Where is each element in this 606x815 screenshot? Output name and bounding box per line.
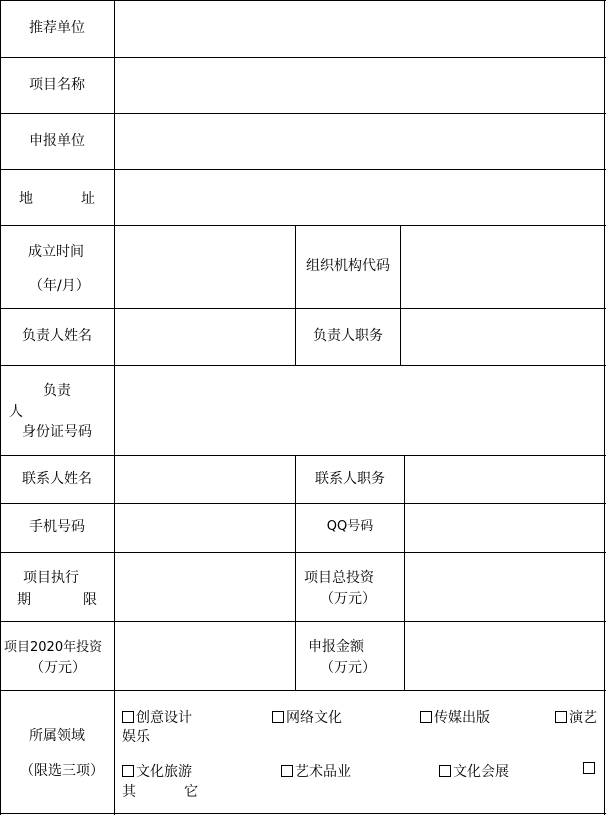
established-field[interactable]: [115, 226, 295, 308]
checkbox-icon[interactable]: [439, 765, 451, 777]
domain-option-creative-design[interactable]: [122, 707, 192, 727]
qq-label: [296, 503, 404, 552]
domain-option-other[interactable]: [583, 761, 597, 777]
domain-option-entertainment-wrap: [122, 726, 150, 746]
domain-option-label: 文化旅游: [136, 764, 192, 780]
project-name-field[interactable]: [115, 58, 604, 113]
apply-unit-label: [0, 113, 114, 169]
period-text-2b: 限: [83, 592, 97, 608]
mobile-field[interactable]: [115, 504, 295, 552]
leader-id-text-3: 身份证号码: [22, 424, 92, 440]
checkbox-icon[interactable]: [281, 765, 293, 777]
recommend-unit-text: 推荐单位: [29, 20, 85, 37]
mobile-text: 手机号码: [29, 519, 85, 536]
project-name-label: [0, 57, 114, 113]
invest2020-text-2: （万元）: [30, 660, 86, 676]
domain-option-label: 其: [122, 784, 136, 800]
checkbox-icon[interactable]: [122, 711, 134, 723]
domain-option-label: 演艺: [569, 710, 597, 726]
leader-title-label: [296, 308, 400, 365]
invest2020-text-1: 项目2020年投资: [4, 640, 103, 655]
recommend-unit-label: [0, 0, 114, 57]
domain-option-cultural-exhibition[interactable]: [439, 761, 509, 781]
leader-id-text-2: 人: [9, 404, 23, 420]
total-invest-text-2: （万元）: [320, 591, 376, 607]
invest2020-field[interactable]: [115, 622, 295, 690]
recommend-unit-field[interactable]: [115, 1, 604, 57]
org-code-field[interactable]: [401, 226, 604, 308]
checkbox-icon[interactable]: [122, 765, 134, 777]
rule: [604, 0, 605, 815]
rule: [0, 813, 606, 814]
checkbox-icon[interactable]: [420, 711, 432, 723]
org-code-label: [296, 225, 400, 308]
leader-name-label: [0, 308, 114, 365]
domain-options: [115, 691, 604, 813]
domain-option-media-publishing[interactable]: [420, 707, 490, 727]
leader-name-text: 负责人姓名: [22, 328, 92, 345]
period-text-1: 项目执行: [23, 570, 79, 586]
period-label: [0, 552, 114, 621]
total-invest-label: [296, 552, 404, 621]
contact-name-field[interactable]: [115, 456, 295, 503]
apply-amount-text-1: 申报金额: [308, 639, 364, 655]
established-text-1: 成立时间: [28, 244, 84, 260]
domain-option-label: 它: [184, 784, 198, 800]
domain-option-label: 艺术品业: [295, 764, 351, 780]
domain-option-other-label-1: [122, 781, 136, 801]
domain-text-2: （限选三项）: [20, 763, 104, 779]
checkbox-icon[interactable]: [583, 762, 595, 774]
leader-id-text-1: 负责: [43, 383, 71, 399]
domain-text-1: 所属领域: [29, 728, 85, 744]
contact-title-text: 联系人职务: [315, 470, 385, 487]
checkbox-icon[interactable]: [555, 711, 567, 723]
domain-option-culture-tourism[interactable]: [122, 761, 192, 781]
domain-option-other-label-2: [184, 781, 198, 801]
domain-option-art-products[interactable]: [281, 761, 351, 781]
domain-option-label: 网络文化: [286, 710, 342, 726]
contact-name-text: 联系人姓名: [22, 470, 92, 487]
apply-amount-field[interactable]: [405, 622, 604, 690]
address-text-1: 地: [19, 191, 33, 207]
leader-title-field[interactable]: [401, 309, 604, 365]
checkbox-icon[interactable]: [272, 711, 284, 723]
domain-option-label: 文化会展: [453, 764, 509, 780]
org-code-text: 组织机构代码: [306, 258, 390, 275]
contact-title-label: [296, 455, 404, 503]
total-invest-text-1: 项目总投资: [304, 570, 374, 586]
established-label: [0, 225, 114, 308]
total-invest-field[interactable]: [405, 553, 604, 621]
apply-unit-field[interactable]: [115, 114, 604, 169]
domain-label: [0, 690, 114, 813]
period-text-2a: 期: [17, 592, 31, 608]
address-text-2: 址: [81, 191, 95, 207]
qq-text: QQ号码: [326, 519, 374, 535]
contact-title-field[interactable]: [405, 456, 604, 503]
mobile-label: [0, 503, 114, 552]
apply-unit-text: 申报单位: [29, 132, 85, 149]
established-text-2: （年/月）: [29, 278, 90, 294]
apply-amount-label: [296, 621, 404, 690]
domain-option-label: 创意设计: [136, 710, 192, 726]
address-label: [0, 169, 114, 225]
domain-option-label: 传媒出版: [434, 710, 490, 726]
domain-option-performing-arts[interactable]: [555, 707, 597, 727]
period-field[interactable]: [115, 553, 295, 621]
leader-id-field[interactable]: [115, 366, 604, 455]
qq-field[interactable]: [405, 504, 604, 552]
project-name-text: 项目名称: [29, 76, 85, 93]
address-field[interactable]: [115, 170, 604, 225]
domain-option-label: 娱乐: [122, 729, 150, 745]
leader-title-text: 负责人职务: [313, 328, 383, 345]
apply-amount-text-2: （万元）: [320, 660, 376, 676]
leader-name-field[interactable]: [115, 309, 295, 365]
contact-name-label: [0, 455, 114, 503]
domain-option-online-culture[interactable]: [272, 707, 342, 727]
leader-id-label: [0, 365, 114, 455]
invest2020-label: [0, 621, 114, 690]
